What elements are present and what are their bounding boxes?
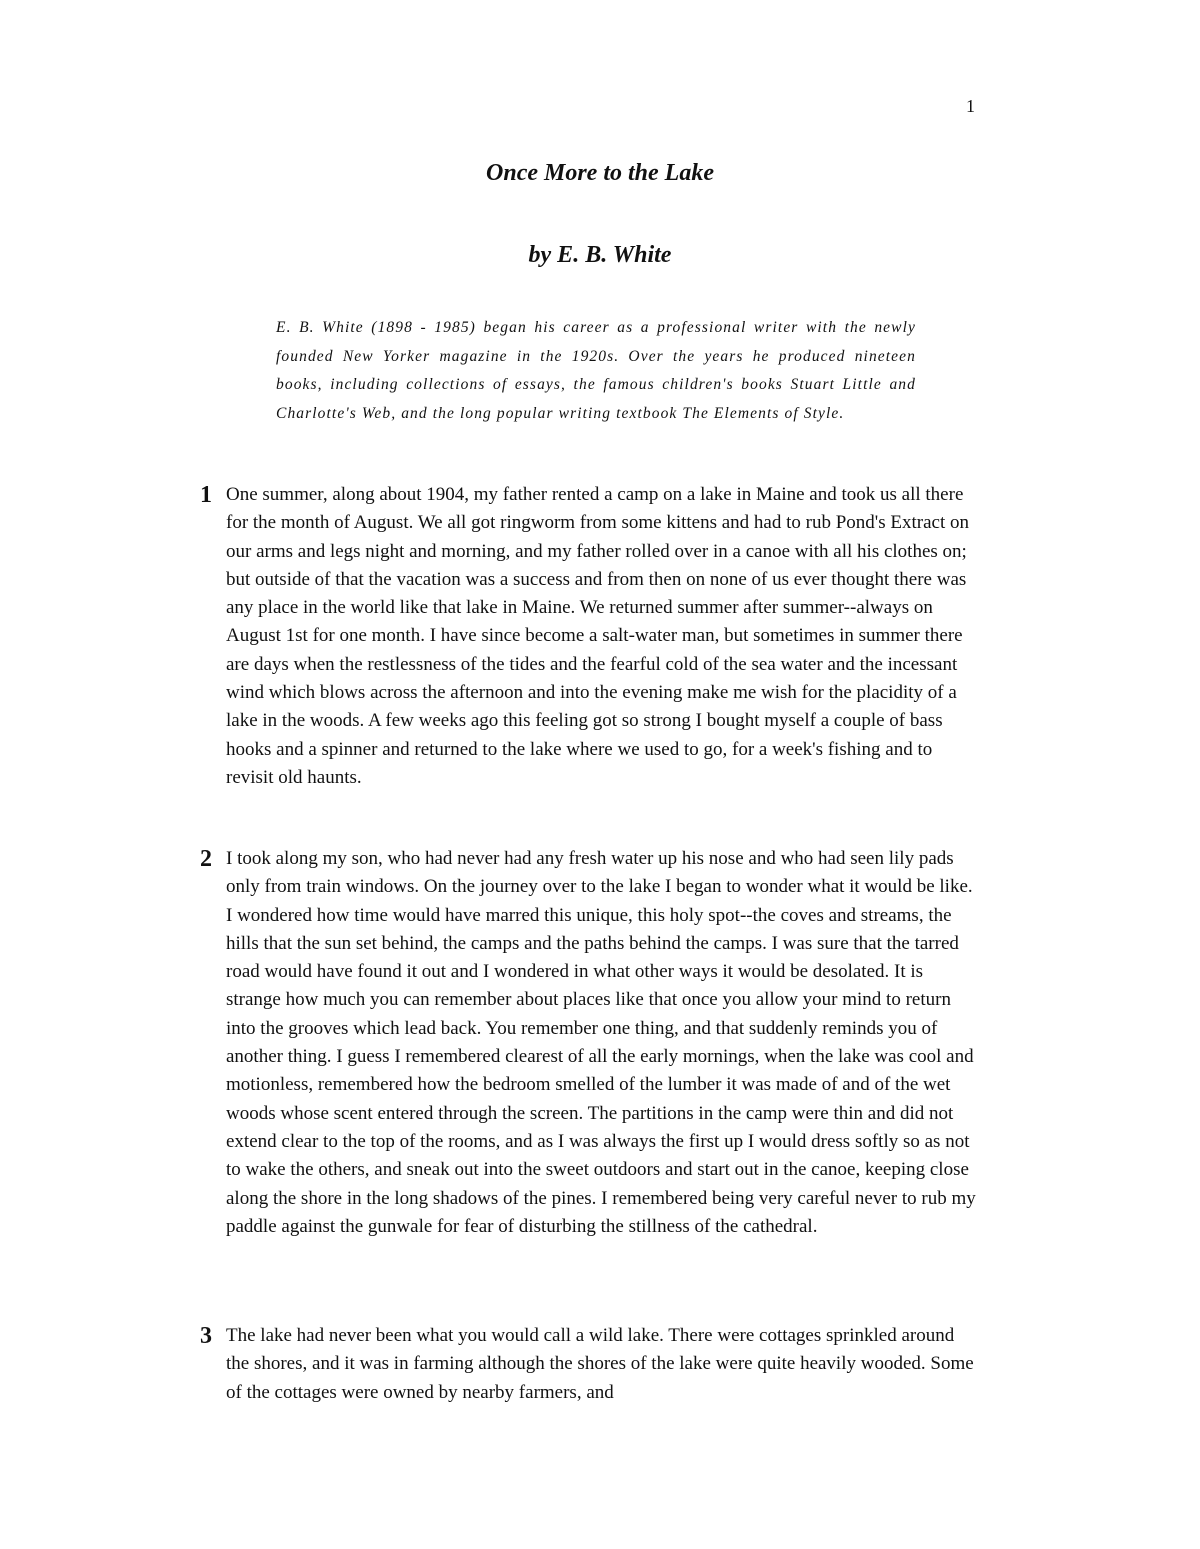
paragraph-number-3: 3 [200, 1323, 212, 1349]
paragraph-number-2: 2 [200, 846, 212, 872]
page-number: 1 [966, 96, 975, 116]
essay-author: by E. B. White [528, 242, 672, 268]
paragraph-text-2: I took along my son, who had never had any fresh water up his nose and who had seen lily pads only from train windows. On the journey over to the lake I began to wonder what it would be like. I wondered how time would have marred this unique, this holy spot--the coves and streams, the hills that the sun set behind, the camps and the paths behind the camps. I was sure that the tarred road would have found it out and I wondered in what other ways it would be desolated. It is strange how much you can remember about places like that once you allow your mind to return into the grooves which lead back. You remember one thing, and that suddenly reminds you of another thing. I guess I remembered clearest of all the early mornings, when the lake was cool and motionless, remembered how the bedroom smelled of the lumber it was made of and of the wet woods whose scent entered through the screen. The partitions in the camp were thin and did not extend clear to the top of the rooms, and as I was always the first up I would dress softly so as not to wake the others, and sneak out into the sweet outdoors and start out in the canoe, keeping close along the shore in the long shadows of the pines. I remembered being very careful never to rub my paddle against the gunwale for fear of disturbing the stillness of the cathedral. [226, 848, 976, 1237]
essay-title: Once More to the Lake [486, 160, 714, 186]
paragraph-3 [200, 1322, 978, 1407]
paragraph-text-3: The lake had never been what you would call a wild lake. There were cottages sprinkled around the shores, and it was in farming although the shores of the lake were quite heavily wooded. Some of the cottages were owned by nearby farmers, and [226, 1325, 974, 1403]
paragraph-text-1: One summer, along about 1904, my father rented a camp on a lake in Maine and took us all there for the month of August. We all got ringworm from some kittens and had to rub Pond's Extract on our arms and legs night and morning, and my father rolled over in a canoe with all his clothes on; but outside of that the vacation was a success and from then on none of us ever thought there was any place in the world like that lake in Maine. We returned summer after summer--always on August 1st for one month. I have since become a salt-water man, but sometimes in summer there are days when the restlessness of the tides and the fearful cold of the sea water and the incessant wind which blows across the afternoon and into the evening make me wish for the placidity of a lake in the woods. A few weeks ago this feeling got so strong I bought myself a couple of bass hooks and a spinner and returned to the lake where we used to go, for a week's fishing and to revisit old haunts. [226, 484, 969, 788]
paragraph-2 [200, 845, 978, 1241]
paragraph-number-1: 1 [200, 482, 212, 508]
paragraph-1 [200, 481, 978, 792]
author-bio: E. B. White (1898 - 1985) began his career as a professional writer with the newly founded New Yorker magazine in the 1920s. Over the years he produced nineteen books, including collections of essays, the famous children's books Stuart Little and Charlotte's Web, and the long popular writing textbook The Elements of Style. [276, 319, 916, 422]
